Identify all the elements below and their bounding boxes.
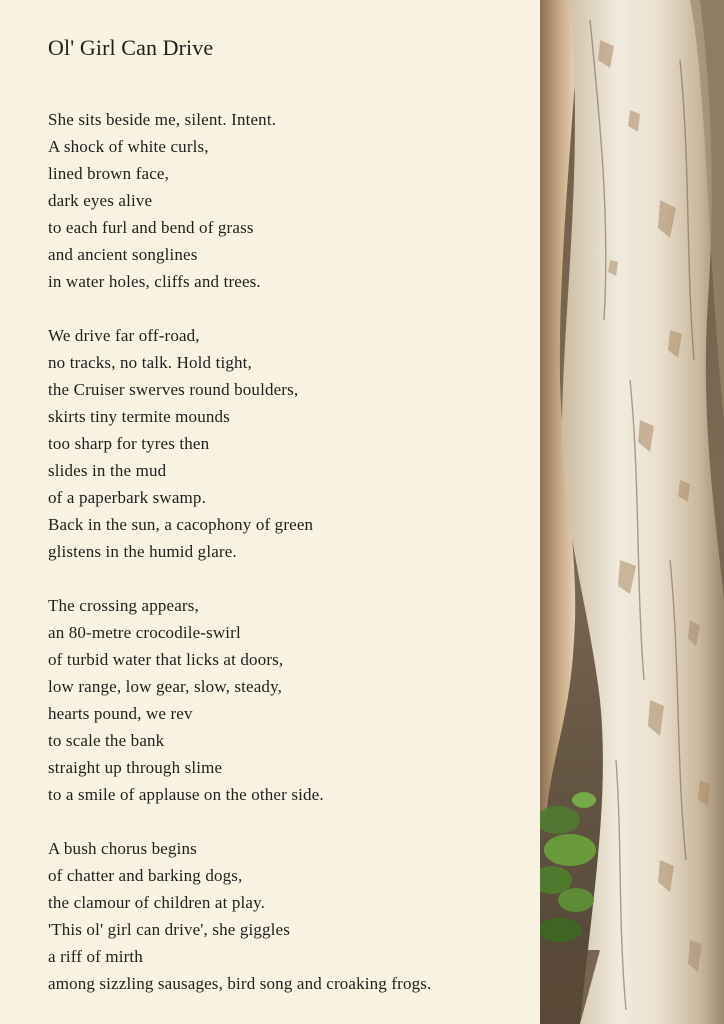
poem-line: the clamour of children at play.: [48, 893, 266, 912]
poem-line: among sizzling sausages, bird song and croaking frogs.: [48, 974, 432, 993]
poem-line: A shock of white curls,: [48, 137, 209, 156]
poem-line: hearts pound, we rev: [48, 704, 193, 723]
tree-trunk-illustration: [540, 0, 724, 1024]
poem-line: no tracks, no talk. Hold tight,: [48, 353, 252, 372]
poem-line: A bush chorus begins: [48, 839, 197, 858]
poem-line: of turbid water that licks at doors,: [48, 650, 284, 669]
poem-line: and ancient songlines: [48, 245, 198, 264]
poem-line: to scale the bank: [48, 731, 165, 750]
poem-line: the Cruiser swerves round boulders,: [48, 380, 299, 399]
poem-line: skirts tiny termite mounds: [48, 407, 230, 426]
poem-line: of chatter and barking dogs,: [48, 866, 243, 885]
poem-line: in water holes, cliffs and trees.: [48, 272, 261, 291]
poem-line: to each furl and bend of grass: [48, 218, 254, 237]
poem-line: We drive far off-road,: [48, 326, 200, 345]
poem-line: of a paperbark swamp.: [48, 488, 206, 507]
poem-line: straight up through slime: [48, 758, 223, 777]
poem-text-column: [48, 34, 536, 1024]
poem-line: an 80-metre crocodile-swirl: [48, 623, 241, 642]
poem-line: 'This ol' girl can drive', she giggles: [48, 920, 290, 939]
poem-line: low range, low gear, slow, steady,: [48, 677, 283, 696]
poem-line: glistens in the humid glare.: [48, 542, 237, 561]
poem-line: dark eyes alive: [48, 191, 153, 210]
stanza-3: [48, 592, 536, 808]
poem-line: slides in the mud: [48, 461, 167, 480]
poem-line: to a smile of applause on the other side.: [48, 785, 324, 804]
poem-line: lined brown face,: [48, 164, 170, 183]
stanza-4: [48, 835, 536, 997]
stanza-1: [48, 106, 536, 295]
poem-title: Ol' Girl Can Drive: [48, 35, 214, 60]
poem-line: She sits beside me, silent. Intent.: [48, 110, 277, 129]
poem-line: too sharp for tyres then: [48, 434, 210, 453]
poem-line: The crossing appears,: [48, 596, 199, 615]
poem-line: Back in the sun, a cacophony of green: [48, 515, 314, 534]
stanza-2: [48, 322, 536, 565]
poem-line: a riff of mirth: [48, 947, 143, 966]
paperbark-tree-photo: [540, 0, 724, 1024]
